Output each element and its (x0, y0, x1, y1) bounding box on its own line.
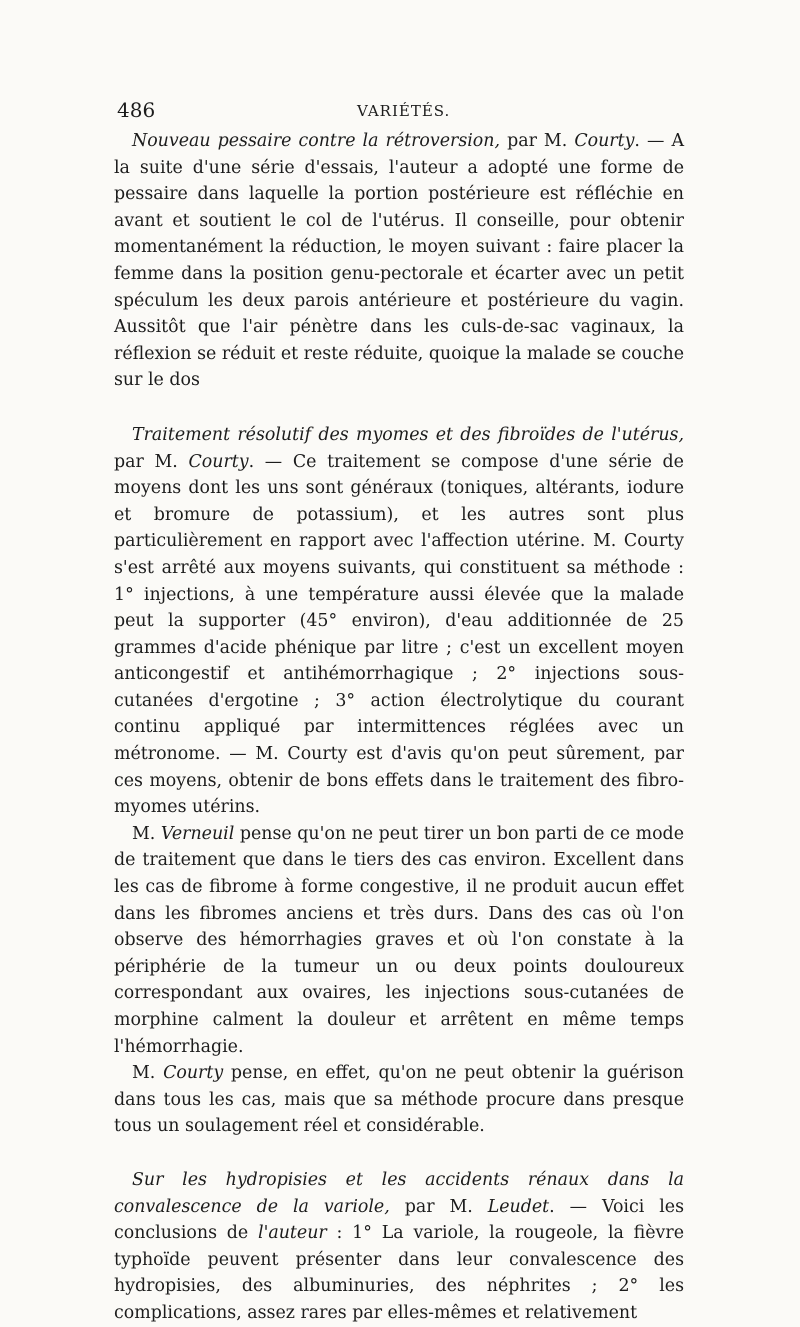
person-name: Verneuil (160, 823, 235, 844)
prefix: M. (132, 823, 161, 844)
article-author: Courty (188, 451, 249, 472)
article-by: par M. (114, 451, 189, 472)
article-author: Courty (574, 131, 635, 151)
article-pessaire (114, 128, 684, 394)
prefix: M. (132, 1063, 164, 1084)
article-by: par M. (500, 131, 575, 151)
article-author: Leudet (487, 1196, 550, 1217)
article-text: : 1° La variole, la rougeole, la fièvre typhoïde peuvent présenter dans leur convalescence des hydropisies, des albuminuries, des néphrites ; 2° les complications, assez rares par elles-mêmes et relativement (114, 1223, 684, 1323)
article-text-italic: l'auteur (258, 1223, 327, 1244)
article-title: Nouveau pessaire contre la rétroversion, (132, 131, 501, 151)
article-text: A la suite d'une série d'essais, l'auteur a adopté une forme de pessaire dans laquelle la portion postérieure est réfléchie en avant et soutient le col de l'utérus. Il conseille, pour obtenir momentanément la réduction, le moyen suivant : faire placer la femme dans la position genu-pectorale et écarter avec un petit spéculum les deux parois antérieure et postérieure du vagin. Aussitôt que l'air pénètre dans les culs-de-sac vaginaux, la réflexion se réduit et reste réduite, quoique la malade se couche sur le dos (114, 131, 685, 391)
article-text: Voici les conclusions de (114, 1196, 684, 1244)
article-sep: . — (634, 131, 672, 151)
paragraph-text: pense qu'on ne peut tirer un bon parti de ce mode de traitement que dans le tiers des cas environ. Excellent dans les cas de fibrome à forme congestive, il ne produit aucun effet dans les fibromes anciens et très durs. Dans des cas où l'on observe des hémorrhagies graves et où l'on constate à la périphérie de la tumeur un ou deux points douloureux correspondant aux ovaires, les injections sous-cutanées de morphine calment la douleur et arrêtent en même temps l'hémorrhagie. (114, 823, 684, 1057)
article-title: Traitement résolutif des myomes et des fibroïdes de l'utérus, (132, 424, 684, 445)
page-number: 486 (117, 98, 156, 122)
person-name: Courty (163, 1063, 224, 1084)
article-myomes (114, 422, 684, 821)
body-text (114, 128, 684, 1327)
paragraph-verneuil (114, 821, 684, 1060)
spacer (114, 1140, 684, 1167)
article-title: Sur les hydropisies et les accidents rénaux dans la convalescence de la variole, (114, 1169, 684, 1217)
spacer (114, 394, 684, 422)
paragraph-text: pense, en effet, qu'on ne peut obtenir la guérison dans tous les cas, mais que sa méthode procure dans presque tous un soulagement réel et considérable. (114, 1063, 684, 1137)
running-head (117, 98, 683, 124)
article-variole (114, 1167, 684, 1327)
article-text: Ce traitement se compose d'une série de moyens dont les uns sont généraux (toniques, altérants, iodure et bromure de potassium), et les autres sont plus particulièrement en rapport avec l'affection utérine. M. Courty s'est arrêté aux moyens suivants, qui constituent sa méthode : 1° injections, à une température aussi élevée que la malade peut la supporter (45° environ), d'eau additionnée de 25 grammes d'acide phénique par litre ; c'est un excellent moyen anticongestif et antihémorrhagique ; 2° injections sous-cutanées d'ergotine ; 3° action électrolytique du courant continu appliqué par intermittences réglées avec un métronome. — M. Courty est d'avis qu'on peut sûrement, par ces moyens, obtenir de bons effets dans le traitement des fibro-myomes utérins. (114, 451, 684, 818)
section-title: VARIÉTÉS. (357, 102, 451, 120)
paragraph-courty (114, 1060, 684, 1140)
article-by: par M. (389, 1196, 488, 1217)
article-sep: . — (248, 451, 293, 472)
article-sep: . — (549, 1196, 602, 1217)
